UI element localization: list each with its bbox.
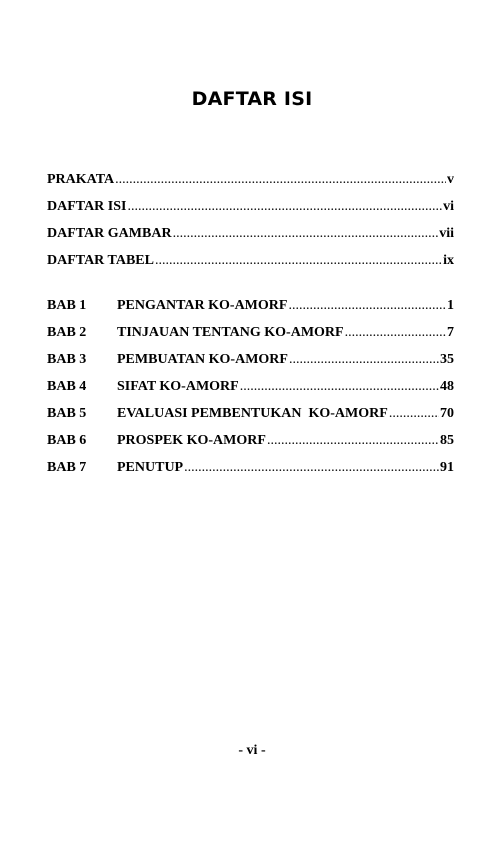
toc-entry-page: vii <box>439 226 454 241</box>
toc-leader <box>173 226 439 242</box>
toc-chapter-title: PEMBUATAN KO-AMORF <box>117 352 288 367</box>
toc-chapter-number: BAB 6 <box>47 433 87 448</box>
toc-chapter-title: EVALUASI PEMBENTUKAN KO-AMORF <box>117 406 388 421</box>
toc-entry-page: v <box>447 172 454 187</box>
toc-chapter-1 <box>47 298 454 325</box>
toc-leader <box>184 460 439 476</box>
toc-chapter-6 <box>47 433 454 460</box>
toc-chapter-page: 7 <box>447 325 454 340</box>
toc-entry-title: DAFTAR TABEL <box>47 253 154 268</box>
toc-chapter-title: PENUTUP <box>117 460 184 475</box>
toc-entry-daftar-gambar <box>47 226 454 253</box>
toc-leader <box>115 172 446 188</box>
toc-chapter-3 <box>47 352 454 379</box>
toc-entry-title: DAFTAR ISI <box>47 199 127 214</box>
toc-chapter-7 <box>47 460 454 487</box>
toc-chapter-4 <box>47 379 454 406</box>
toc-entry-title: PRAKATA <box>47 172 115 187</box>
toc-leader <box>288 298 446 314</box>
toc-chapter-number: BAB 2 <box>47 325 87 340</box>
toc-chapter-page: 35 <box>440 352 454 367</box>
toc-chapter-title: PENGANTAR KO-AMORF <box>117 298 288 313</box>
toc-chapter-title: PROSPEK KO-AMORF <box>117 433 266 448</box>
toc-leader <box>345 325 446 341</box>
toc-chapter-title: TINJAUAN TENTANG KO-AMORF <box>117 325 344 340</box>
toc-entry-title: DAFTAR GAMBAR <box>47 226 172 241</box>
toc-leader <box>289 352 439 368</box>
toc-entry-prakata <box>47 172 454 199</box>
toc-entry-daftar-tabel <box>47 253 454 280</box>
toc-leader <box>240 379 439 395</box>
toc-chapter-title: SIFAT KO-AMORF <box>117 379 239 394</box>
toc-leader <box>389 406 439 422</box>
toc-chapter-number: BAB 3 <box>47 352 87 367</box>
page-number-footer: - vi - <box>238 743 266 758</box>
toc-chapter-2 <box>47 325 454 352</box>
toc-front-matter <box>47 172 454 280</box>
toc-chapter-number: BAB 4 <box>47 379 87 394</box>
toc-chapter-5 <box>47 406 454 433</box>
toc-leader <box>155 253 442 269</box>
toc-chapter-number: BAB 5 <box>47 406 87 421</box>
toc-chapter-page: 48 <box>440 379 454 394</box>
toc-leader <box>127 199 442 215</box>
toc-leader <box>267 433 439 449</box>
toc-chapter-page: 85 <box>440 433 454 448</box>
toc-entry-page: ix <box>443 253 454 268</box>
toc-chapter-page: 70 <box>440 406 454 421</box>
toc-chapter-page: 1 <box>447 298 454 313</box>
toc-chapter-page: 91 <box>440 460 454 475</box>
toc-chapter-number: BAB 1 <box>47 298 87 313</box>
page-title: DAFTAR ISI <box>191 88 313 110</box>
toc-chapter-number: BAB 7 <box>47 460 87 475</box>
toc-entry-page: vi <box>443 199 454 214</box>
toc-entry-daftar-isi <box>47 199 454 226</box>
toc-chapters <box>47 298 454 487</box>
